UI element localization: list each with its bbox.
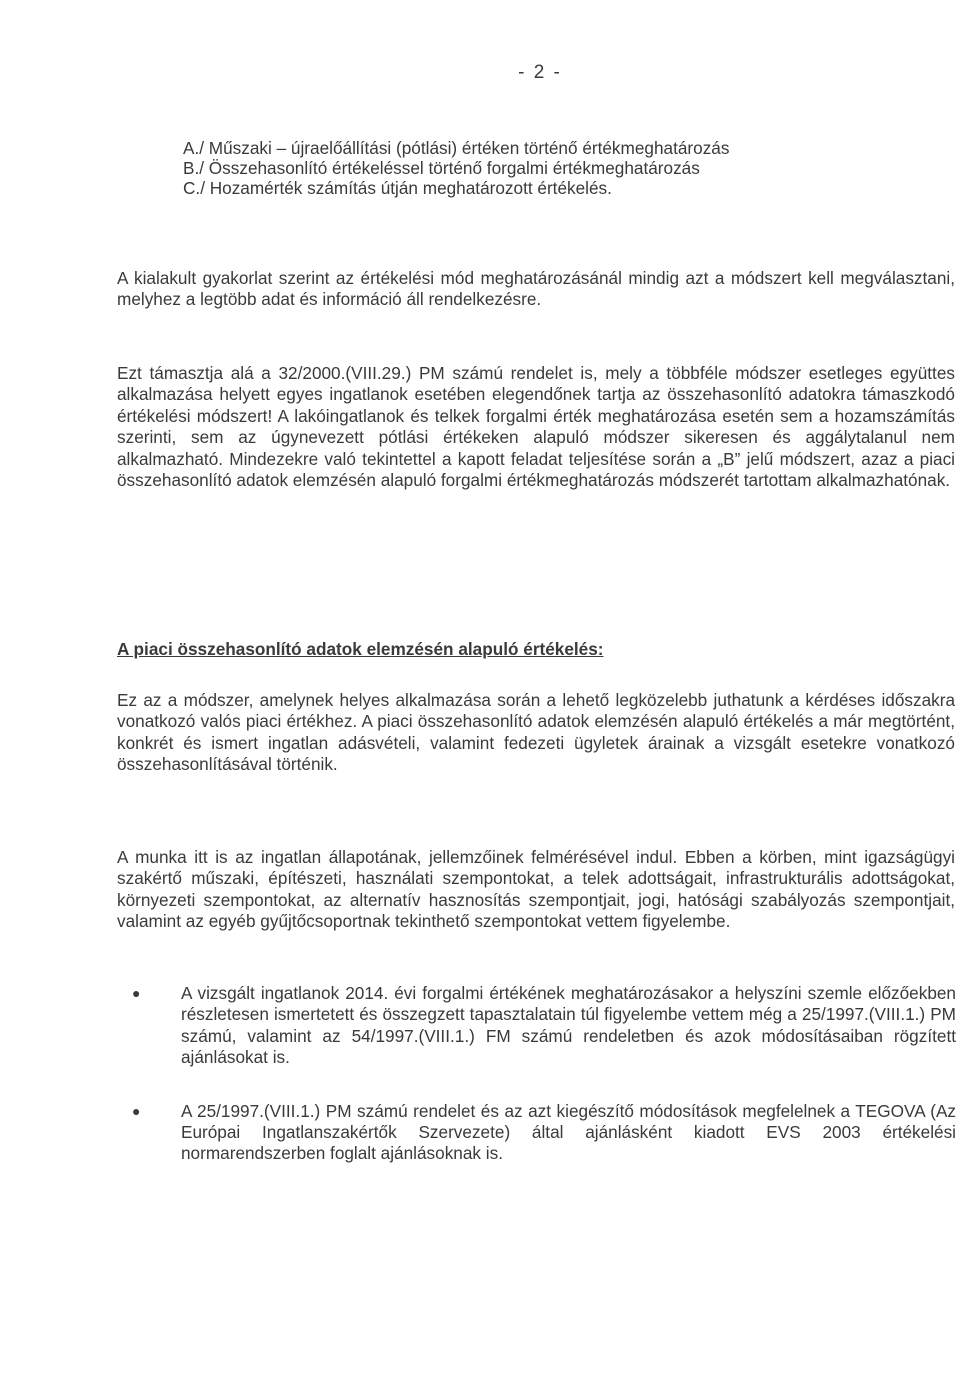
paragraph-practice bbox=[117, 268, 955, 311]
paragraph-text: Ez az a módszer, amelynek helyes alkalmazása során a lehető legközelebb juthatunk a kérdéses időszakra vonatkozó valós piaci értékhez. A piaci összehasonlító adatok elemzésén alapuló értékelés a már megtörtént, konkrét és ismert ingatlan adásvételi, valamint fedezeti ügyletek árainak a vizsgált esetekre vonatkozó összehasonlításával történik. bbox=[117, 690, 955, 775]
section-heading: A piaci összehasonlító adatok elemzésén alapuló értékelés: bbox=[117, 639, 604, 659]
method-item-b: B./ Összehasonlító értékeléssel történő forgalmi értékmeghatározás bbox=[183, 158, 700, 178]
paragraph-text: Ezt támasztja alá a 32/2000.(VIII.29.) PM számú rendelet is, mely a többféle módszer esetleges együttes alkalmazása helyett egyes ingatlanok esetében elegendőnek tartja az összehasonlító adatokra támaszkodó értékelési módszert! A lakóingatlanok és telkek forgalmi érték meghatározása esetén sem a hozamszámítás szerinti, sem az úgynevezett pótlási értékeken alapuló módszer sikeresen és aggálytalanul nem alkalmazható. Mindezekre való tekintettel a kapott feladat teljesítése során a „B” jelű módszert, azaz a piaci összehasonlító adatok elemzésén alapuló forgalmi értékmeghatározás módszerét tartottam alkalmazhatónak. bbox=[117, 363, 955, 491]
bullet-list bbox=[132, 983, 956, 1165]
bullet-item bbox=[132, 983, 956, 1069]
paragraph-method-description bbox=[117, 690, 955, 776]
method-item-a: A./ Műszaki – újraelőállítási (pótlási) értéken történő értékmeghatározás bbox=[183, 138, 730, 158]
paragraph-work-description bbox=[117, 847, 955, 933]
paragraph-text: A munka itt is az ingatlan állapotának, jellemzőinek felmérésével indul. Ebben a körben, mint igazságügyi szakértő műszaki, építészeti, használati szempontokat, a telek adottságait, infrastrukturális adottságokat, környezeti szempontokat, az alternatív hasznosítás szempontjait, jogi, hatósági szabályozás szempontjait, valamint az egyéb gyűjtőcsoportnak tekinthető szempontokat vettem figyelembe. bbox=[117, 847, 955, 932]
bullet-item bbox=[132, 1101, 956, 1165]
page-number: - 2 - bbox=[518, 62, 562, 83]
bullet-text: A vizsgált ingatlanok 2014. évi forgalmi értékének meghatározásakor a helyszíni szemle előzőekben részletesen ismertetett és összegzett tapasztalatain túl figyelembe vettem még a 25/1997.(VIII.1.) PM számú, valamint az 54/1997.(VIII.1.) FM számú rendeletben és azok módosításaiban rögzített ajánlásokat is. bbox=[181, 983, 956, 1068]
bullet-icon: ● bbox=[132, 985, 141, 1001]
method-item-c: C./ Hozamérték számítás útján meghatározott értékelés. bbox=[183, 178, 612, 198]
bullet-text: A 25/1997.(VIII.1.) PM számú rendelet és az azt kiegészítő módosítások megfelelnek a TEGOVA (Az Európai Ingatlanszakértők Szervezete) által ajánlásként kiadott EVS 2003 értékelési normarendszerben foglalt ajánlásoknak is. bbox=[181, 1100, 956, 1164]
paragraph-text: A kialakult gyakorlat szerint az értékelési mód meghatározásánál mindig azt a módszert kell megválasztani, melyhez a legtöbb adat és információ áll rendelkezésre. bbox=[117, 268, 955, 310]
method-list bbox=[183, 138, 923, 198]
paragraph-regulation bbox=[117, 363, 955, 491]
bullet-icon: ● bbox=[132, 1102, 141, 1119]
